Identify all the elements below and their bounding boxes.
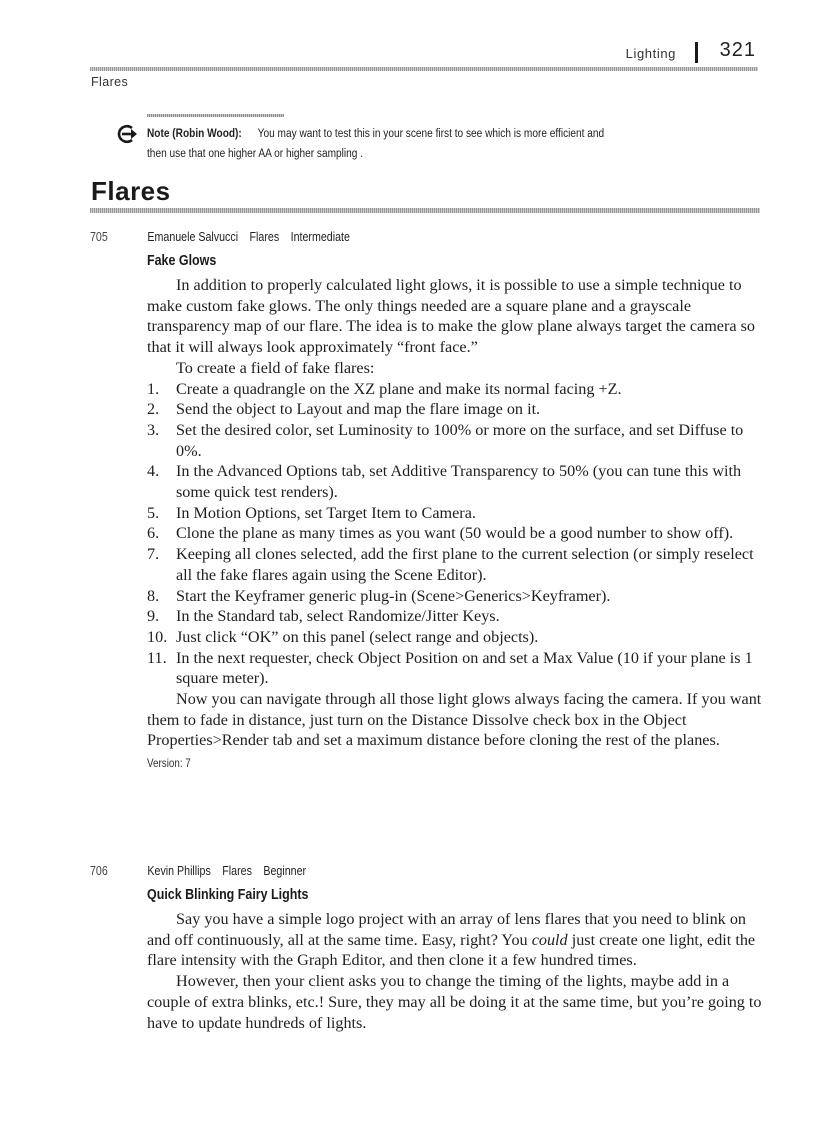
step-number: 5. [147,503,160,522]
tip-level: Intermediate [290,229,350,244]
tip-number: 705 [90,229,108,244]
arrow-right-icon [116,123,140,145]
note-line-1: You may want to test this in your scene first to see which is more efficient and [257,128,605,140]
list-item [147,420,765,461]
step-number: 2. [147,400,160,419]
tip-number: 706 [90,863,108,878]
page-number: 321 [719,39,756,61]
step-number: 11. [147,648,167,667]
tip-version: Version: 7 [147,756,191,771]
section-rule [90,208,760,213]
tip-level: Beginner [263,863,307,878]
list-item [147,544,765,585]
note-text [147,124,693,164]
paragraph-text: just create one light, edit the flare intensity with the Graph Editor, and then clone it a few hundred times. [147,930,756,970]
tip-category: Flares [249,229,280,244]
tip-lead: To create a field of fake flares: [176,358,375,377]
list-item [147,379,765,400]
step-text: Create a quadrangle on the XZ plane and make its normal facing +Z. [176,379,622,398]
header-rule [90,67,758,71]
section-title: Flares [91,176,171,206]
step-text: Keeping all clones selected, add the first plane to the current selection (or simply reselect all the fake flares again using the Scene Editor). [176,545,754,584]
note-line-2: then use that one higher AA or higher sampling . [147,148,364,160]
tip-header [90,229,644,251]
step-number: 6. [147,524,160,543]
tip-author: Emanuele Salvucci [147,229,239,244]
step-number: 8. [147,586,160,605]
step-number: 3. [147,420,160,439]
running-head-section: Lighting [625,46,676,61]
tip-705 [90,229,765,770]
note-rule [147,114,284,117]
running-head [560,38,760,68]
list-item [147,399,765,420]
tip-title: Quick Blinking Fairy Lights [147,887,309,903]
paragraph-text: Say you have a simple logo project with an array of lens flares that you need to blink on and off continuously, all at the same time. Easy, right? You [147,910,747,949]
tip-title: Fake Glows [147,253,217,269]
step-number: 10. [147,627,168,646]
step-text: In Motion Options, set Target Item to Camera. [176,503,476,522]
tip-paragraph-1 [147,909,765,971]
chapter-label: Flares [91,75,129,89]
step-number: 4. [147,462,160,481]
note-label: Note (Robin Wood): [147,128,242,140]
list-item [147,523,765,544]
step-number: 9. [147,607,160,626]
step-text: Send the object to Layout and map the flare image on it. [176,400,541,419]
step-text: In the Advanced Options tab, set Additive Transparency to 50% (you can tune this with some quick test renders). [176,462,742,502]
tip-intro: In addition to properly calculated light glows, it is possible to use a simple technique to make custom fake glows. The only things needed are a square plane and a grayscale transparency map of our flare. The idea is to make the glow plane always target the camera so that it will always look approximately “front face.” [147,276,755,357]
step-number: 1. [147,379,160,398]
tip-author: Kevin Phillips [147,863,211,878]
tip-category: Flares [222,863,252,878]
list-item [147,648,765,689]
running-head-divider [695,42,698,63]
step-text: Clone the plane as many times as you want (50 would be a good number to show off). [176,524,734,543]
step-text: In the Standard tab, select Randomize/Jitter Keys. [176,607,500,626]
tip-body [147,275,765,751]
tip-paragraph-2: However, then your client asks you to change the timing of the lights, maybe add in a couple of extra blinks, etc.! Sure, they may all be doing it at the same time, but you’re going to have to update hundreds of lights. [147,972,762,1032]
tip-706 [90,863,765,1033]
steps-list [147,379,765,690]
step-text: In the next requester, check Object Position on and set a Max Value (10 if your plane is 1 square meter). [176,648,753,688]
step-text: Start the Keyframer generic plug-in (Scene>Generics>Keyframer). [176,586,611,605]
list-item [147,627,765,648]
step-text: Set the desired color, set Luminosity to 100% or more on the surface, and set Diffuse to 0%. [176,420,744,460]
tip-outro: Now you can navigate through all those light glows always facing the camera. If you want them to fade in distance, just turn on the Distance Dissolve check box in the Object Properties>Render tab and set a maximum distance before cloning the rest of the planes. [147,690,762,750]
tip-header [90,863,644,885]
list-item [147,606,765,627]
emphasis-text: could [531,930,568,949]
list-item [147,461,765,502]
step-text: Just click “OK” on this panel (select range and objects). [176,627,539,646]
list-item [147,586,765,607]
step-number: 7. [147,545,160,564]
tip-body [147,909,765,1033]
list-item [147,503,765,524]
